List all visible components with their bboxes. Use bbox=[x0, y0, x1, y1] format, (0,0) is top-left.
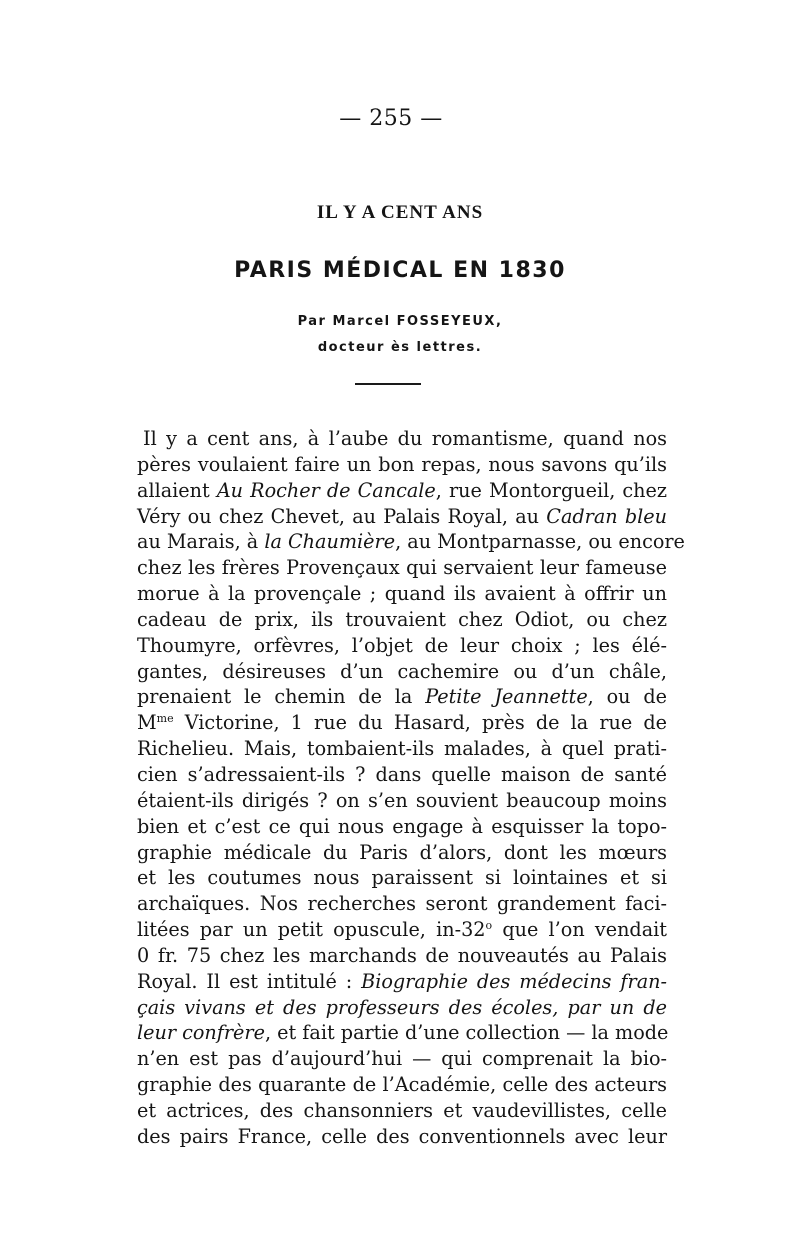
body-line: 0 fr. 75 chez les marchands de nouveautés au Palais bbox=[137, 943, 667, 967]
body-line: Royal. Il est intitulé : Biographie des médecins fran- bbox=[137, 969, 667, 993]
body-line: graphie des quarante de l’Académie, celle des acteurs bbox=[137, 1073, 667, 1097]
body-line: et les coutumes nous paraissent si lointaines et si bbox=[137, 866, 667, 890]
author-degree: docteur ès lettres. bbox=[317, 340, 483, 355]
body-line: çais vivans et des professeurs des écoles, par un de bbox=[137, 995, 667, 1019]
body-line: prenaient le chemin de la Petite Jeannette, ou de bbox=[137, 685, 667, 709]
body-line: pères voulaient faire un bon repas, nous savons qu’ils bbox=[137, 452, 667, 476]
body-line: cien s’adressaient-ils ? dans quelle maison de santé bbox=[137, 762, 667, 786]
body-line: $M^{me}$ Victorine, 1 rue du Hasard, près de la rue de bbox=[137, 711, 667, 735]
body-line: Il y a cent ans, à l’aube du romantisme, quand nos bbox=[143, 427, 667, 450]
body-line: morue à la provençale ; quand ils avaient à offrir un bbox=[137, 582, 667, 606]
article-title: PARIS MÉDICAL EN 1830 bbox=[234, 258, 566, 283]
author-byline: Par Marcel FOSSEYEUX, bbox=[297, 314, 503, 329]
body-line: gantes, désireuses d’un cachemire ou d’un châle, bbox=[137, 659, 667, 683]
body-line: allaient Au Rocher de Cancale, rue Montorgueil, chez bbox=[137, 478, 668, 502]
body-line: des pairs France, celle des conventionnels avec leur bbox=[137, 1124, 667, 1148]
body-line: cadeau de prix, ils trouvaient chez Odiot, ou chez bbox=[137, 607, 667, 631]
body-line: au Marais, à la Chaumière, au Montparnasse, ou encore bbox=[137, 530, 685, 554]
body-line: Richelieu. Mais, tombaient-ils malades, à quel prati- bbox=[137, 737, 667, 761]
article-body bbox=[137, 426, 685, 1150]
body-line: chez les frères Provençaux qui servaient leur fameuse bbox=[137, 556, 667, 580]
page-number: — 255 — bbox=[339, 106, 443, 131]
body-line: leur confrère, et fait partie d’une collection — la mode bbox=[137, 1021, 669, 1045]
body-line: bien et c’est ce qui nous engage à esquisser la topo- bbox=[137, 814, 667, 838]
body-line: et actrices, des chansonniers et vaudevillistes, celle bbox=[137, 1098, 667, 1122]
body-line: litées par un petit opuscule, in-32$^o$ que l’on vendait bbox=[137, 918, 668, 942]
body-line: archaïques. Nos recherches seront grandement faci- bbox=[137, 892, 667, 916]
body-line: n’en est pas d’aujourd’hui — qui comprenait la bio- bbox=[137, 1047, 667, 1071]
section-kicker: IL Y A CENT ANS bbox=[316, 202, 484, 223]
body-line: Thoumyre, orfèvres, l’objet de leur choix ; les élé- bbox=[137, 633, 667, 657]
body-line: étaient-ils dirigés ? on s’en souvient beaucoup moins bbox=[137, 788, 667, 812]
title-separator-rule bbox=[355, 383, 421, 385]
body-line: graphie médicale du Paris d’alors, dont les mœurs bbox=[137, 840, 667, 864]
body-line: Véry ou chez Chevet, au Palais Royal, au Cadran bleu bbox=[137, 504, 667, 528]
